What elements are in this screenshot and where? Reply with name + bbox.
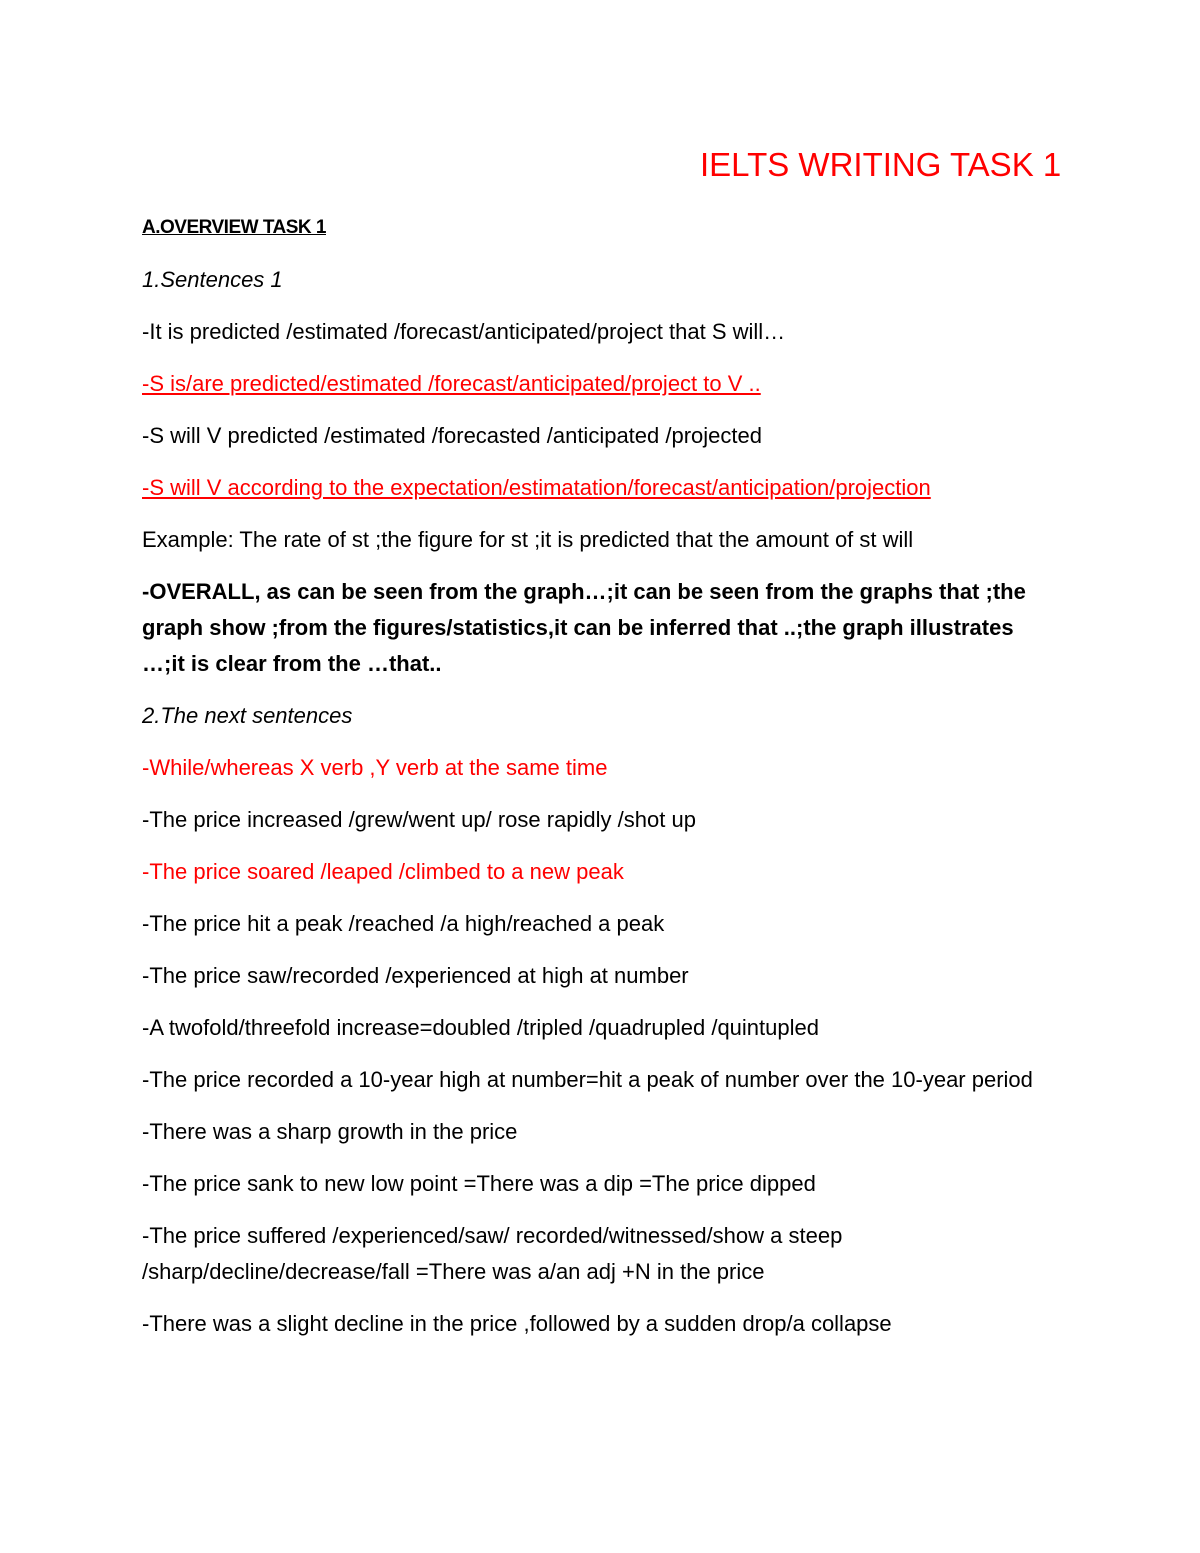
line-will-v-predicted: -S will V predicted /estimated /forecasted /anticipated /projected <box>142 423 762 448</box>
line-twofold: -A twofold/threefold increase=doubled /tripled /quadrupled /quintupled <box>142 1015 819 1040</box>
line-price-soared: -The price soared /leaped /climbed to a new peak <box>142 859 624 884</box>
page-title: IELTS WRITING TASK 1 <box>700 146 1062 183</box>
subheading-next-sentences: 2.The next sentences <box>142 703 353 728</box>
line-example: Example: The rate of st ;the figure for st ;it is predicted that the amount of st will <box>142 527 914 552</box>
subheading-sentences-1: 1.Sentences 1 <box>142 267 283 292</box>
line-passive-predicted: -S is/are predicted/estimated /forecast/anticipated/project to V .. <box>142 371 761 396</box>
line-overall: -OVERALL, as can be seen from the graph…;it can be seen from the graphs that ;the graph show ;from the figures/statistics,it can be inferred that ..;the graph illustrates …;it is clear from the …that.. <box>142 579 1026 676</box>
line-sharp-growth: -There was a sharp growth in the price <box>142 1119 518 1144</box>
line-predicted: -It is predicted /estimated /forecast/anticipated/project that S will… <box>142 319 786 344</box>
line-10-year-high: -The price recorded a 10-year high at number=hit a peak of number over the 10-year period <box>142 1067 1033 1092</box>
line-slight-decline: -There was a slight decline in the price ,followed by a sudden drop/a collapse <box>142 1311 892 1336</box>
line-price-sank: -The price sank to new low point =There was a dip =The price dipped <box>142 1171 816 1196</box>
section-heading-overview: A.OVERVIEW TASK 1 <box>142 217 326 238</box>
document-body <box>142 210 1062 1358</box>
line-price-hit-peak: -The price hit a peak /reached /a high/reached a peak <box>142 911 665 936</box>
line-according-to: -S will V according to the expectation/estimatation/forecast/anticipation/projection <box>142 475 931 500</box>
line-price-suffered: -The price suffered /experienced/saw/ recorded/witnessed/show a steep /sharp/decline/decrease/fall =There was a/an adj +N in the price <box>142 1223 843 1284</box>
line-price-saw: -The price saw/recorded /experienced at high at number <box>142 963 689 988</box>
line-price-increased: -The price increased /grew/went up/ rose rapidly /shot up <box>142 807 696 832</box>
line-while-whereas: -While/whereas X verb ,Y verb at the same time <box>142 755 608 780</box>
